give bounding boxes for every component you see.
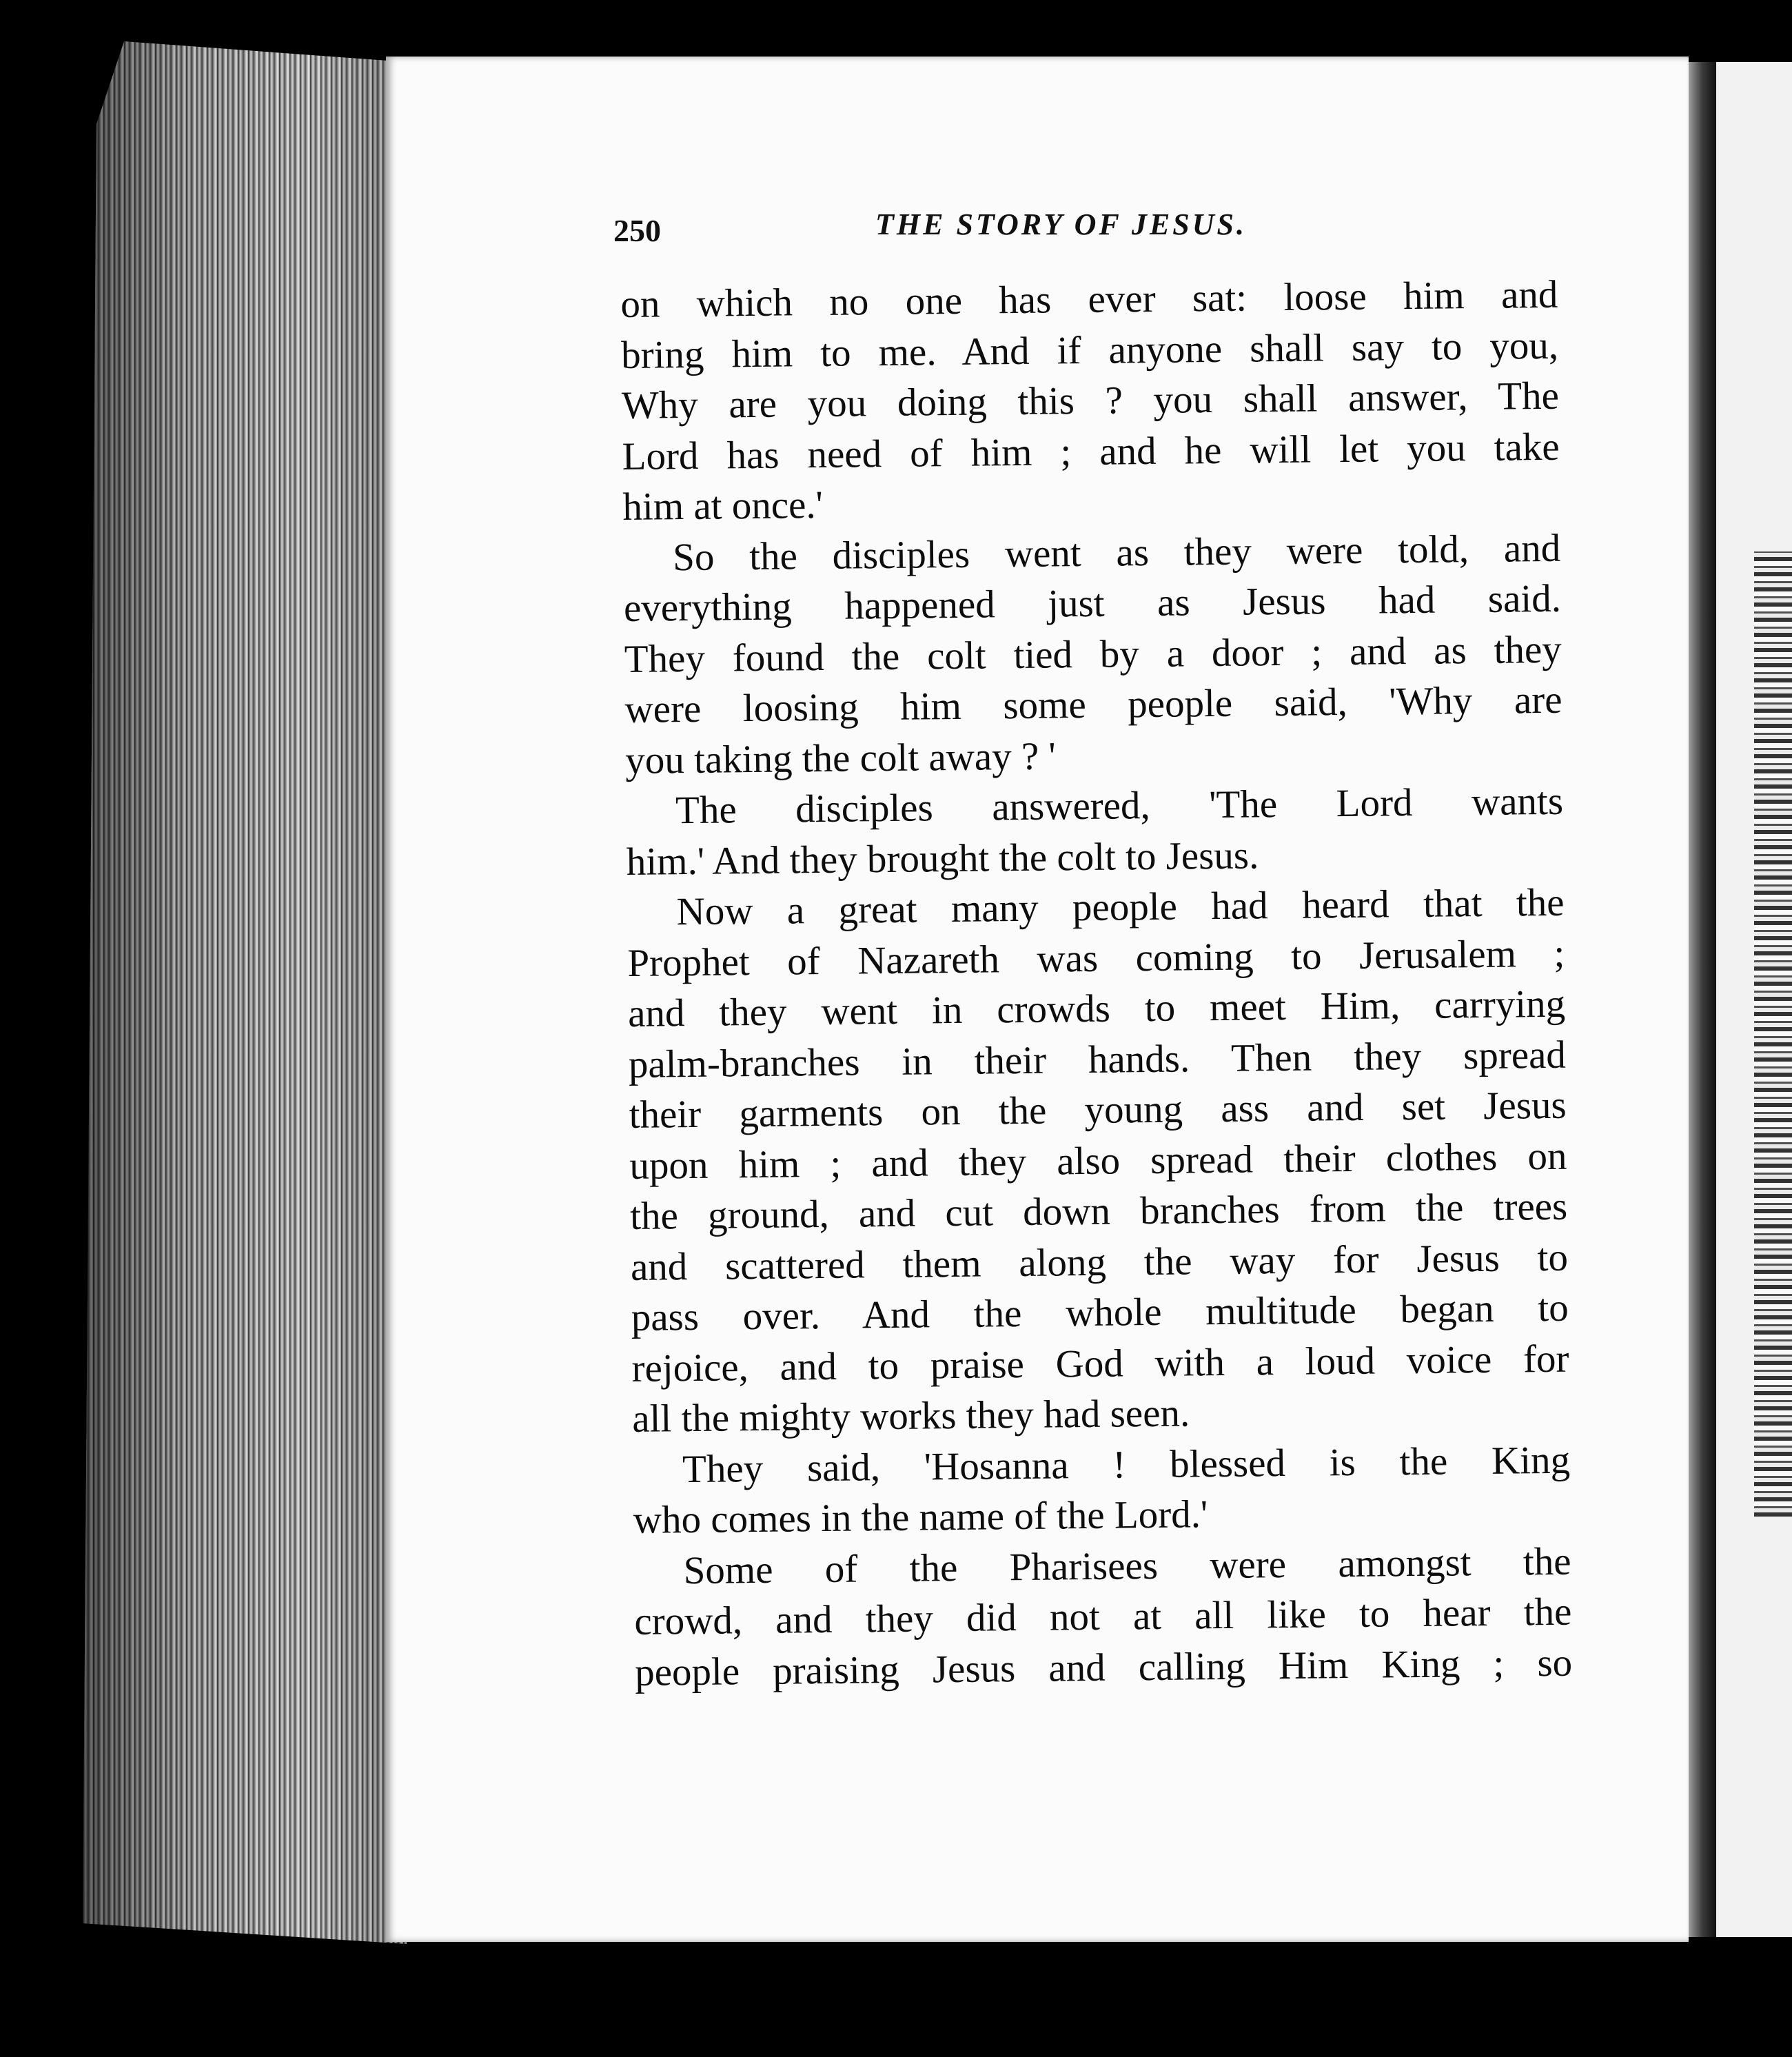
running-title: THE STORY OF JESUS. (875, 207, 1247, 241)
text-line: and scattered them along the way for Jesus to (630, 1235, 1569, 1289)
text-line: Now a great many people had heard that the (676, 880, 1565, 934)
text-line: crowd, and they did not at all like to hear the (634, 1590, 1572, 1643)
text-line: everything happened just as Jesus had said. (623, 576, 1562, 630)
text-line: and they went in crowds to meet Him, carrying (627, 982, 1566, 1035)
text-line: on which no one has ever sat: loose him and (620, 272, 1558, 326)
text-line: who comes in the name of the Lord.' (633, 1492, 1208, 1542)
running-head (613, 207, 1578, 255)
text-line: They found the colt tied by a door ; and as they (624, 627, 1562, 681)
text-line: palm-branches in their hands. Then they spread (628, 1033, 1567, 1086)
text-line: him at once.' (622, 483, 824, 529)
text-line: people praising Jesus and calling Him King ; so (634, 1641, 1573, 1694)
text-line: him.' And they brought the colt to Jesus. (626, 833, 1259, 884)
text-line: Some of the Pharisees were amongst the (683, 1539, 1571, 1592)
text-line: So the disciples went as they were told, and (672, 526, 1561, 579)
text-line: were loosing him some people said, 'Why are (624, 678, 1562, 731)
text-line: bring him to me. And if anyone shall say to you, (620, 323, 1559, 377)
text-line: pass over. And the whole multitude began to (631, 1286, 1569, 1339)
body-text (620, 270, 1572, 1698)
text-line: the ground, and cut down branches from the trees (629, 1184, 1568, 1238)
text-line: Why are you doing this ? you shall answer, The (621, 374, 1560, 427)
text-line: all the mighty works they had seen. (631, 1391, 1190, 1441)
page-number: 250 (613, 213, 661, 248)
text-line: The disciples answered, 'The Lord wants (675, 779, 1564, 833)
text-line: They said, 'Hosanna ! blessed is the King (682, 1438, 1571, 1491)
text-line: Lord has need of him ; and he will let you take (622, 425, 1560, 478)
text-line: their garments on the young ass and set Jesus (629, 1083, 1567, 1137)
text-line: upon him ; and they also spread their clothes on (629, 1134, 1567, 1188)
page-edges-shadow (83, 41, 407, 1944)
facing-page-illustration (1754, 551, 1792, 1517)
text-line: rejoice, and to praise God with a loud voice for (631, 1337, 1569, 1390)
text-line: you taking the colt away ? ' (624, 733, 1057, 782)
text-line: Prophet of Nazareth was coming to Jerusalem ; (627, 931, 1565, 985)
